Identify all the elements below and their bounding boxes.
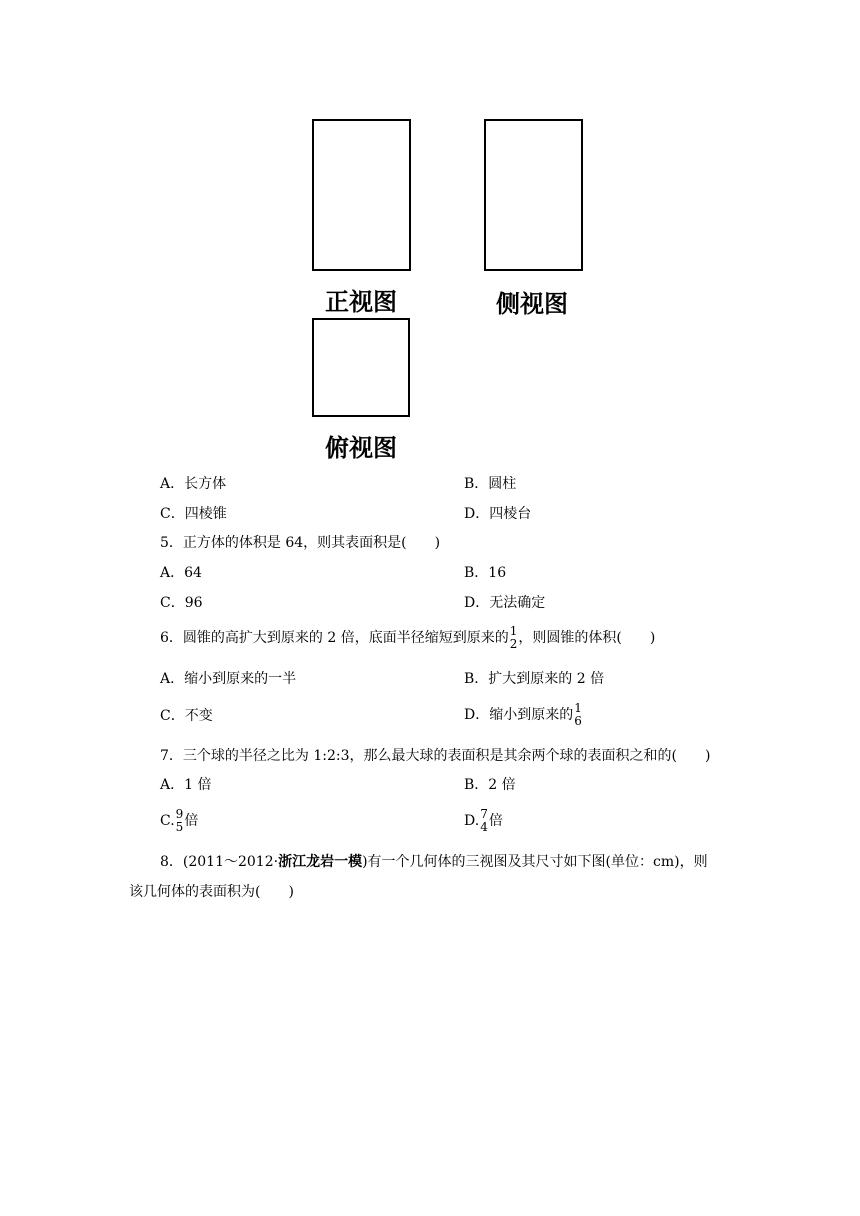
q6-option-c: C．不变	[160, 708, 213, 724]
q6-option-b: B．扩大到原来的 2 倍	[464, 671, 605, 687]
top-view-label: 俯视图	[325, 434, 397, 462]
q4-option-c: C．四棱锥	[160, 506, 227, 522]
q6-option-d	[464, 700, 583, 730]
q7-option-c-denominator: 5	[175, 820, 184, 834]
q7-stem: 7．三个球的半径之比为 1:2:3，那么最大球的表面积是其余两个球的表面积之和的( )	[160, 748, 711, 764]
q6-option-d-fraction	[574, 702, 582, 728]
q5-option-b: B．16	[464, 565, 507, 581]
side-view-label: 侧视图	[496, 290, 568, 318]
q6-stem-after: ，则圆锥的体积( )	[518, 630, 656, 646]
q7-option-d-prefix: D.	[464, 813, 480, 829]
q4-option-d: D．四棱台	[464, 506, 532, 522]
q5-option-c: C．96	[160, 595, 203, 611]
q7-option-d	[464, 806, 503, 836]
q4-option-b: B．圆柱	[464, 476, 517, 492]
q7-option-d-denominator: 4	[480, 820, 488, 834]
q7-option-c	[160, 806, 198, 836]
q7-option-d-suffix: 倍	[488, 813, 503, 829]
q8-source: 浙江龙岩一模	[278, 854, 363, 870]
front-view-rectangle	[312, 119, 411, 271]
q8-stem-start: 8．(2011～2012·	[160, 854, 279, 870]
q8-stem-line2: 该几何体的表面积为( )	[129, 884, 294, 900]
q6-stem	[160, 623, 655, 653]
q7-option-d-fraction	[480, 808, 488, 834]
q7-option-d-numerator: 7	[480, 807, 488, 821]
q6-stem-before: 6．圆锥的高扩大到原来的 2 倍，底面半径缩短到原来的	[160, 630, 509, 646]
q6-option-d-denominator: 6	[574, 714, 582, 728]
q6-option-d-numerator: 1	[574, 701, 582, 715]
q8-stem-rest: )有一个几何体的三视图及其尺寸如下图(单位：cm)，则	[362, 854, 708, 870]
q7-option-b: B．2 倍	[464, 777, 516, 793]
q5-stem: 5．正方体的体积是 64，则其表面积是( )	[160, 535, 441, 551]
q7-option-c-prefix: C.	[160, 813, 175, 829]
q6-fraction-denominator: 2	[509, 637, 518, 651]
q5-option-d: D．无法确定	[464, 595, 546, 611]
side-view-rectangle	[484, 119, 583, 271]
q7-option-c-numerator: 9	[175, 807, 184, 821]
q8-stem-line1	[160, 853, 708, 871]
q7-option-c-suffix: 倍	[184, 813, 199, 829]
front-view-label: 正视图	[325, 288, 397, 316]
q5-option-a: A．64	[160, 565, 202, 581]
q4-option-a: A．长方体	[160, 476, 227, 492]
q6-fraction-numerator: 1	[509, 624, 518, 638]
q7-option-c-fraction	[176, 808, 184, 834]
q6-option-a: A．缩小到原来的一半	[160, 671, 297, 687]
q7-option-a: A．1 倍	[160, 777, 212, 793]
q6-option-d-prefix: D．缩小到原来的	[464, 707, 574, 723]
q6-fraction	[510, 625, 518, 651]
top-view-square	[312, 318, 410, 417]
